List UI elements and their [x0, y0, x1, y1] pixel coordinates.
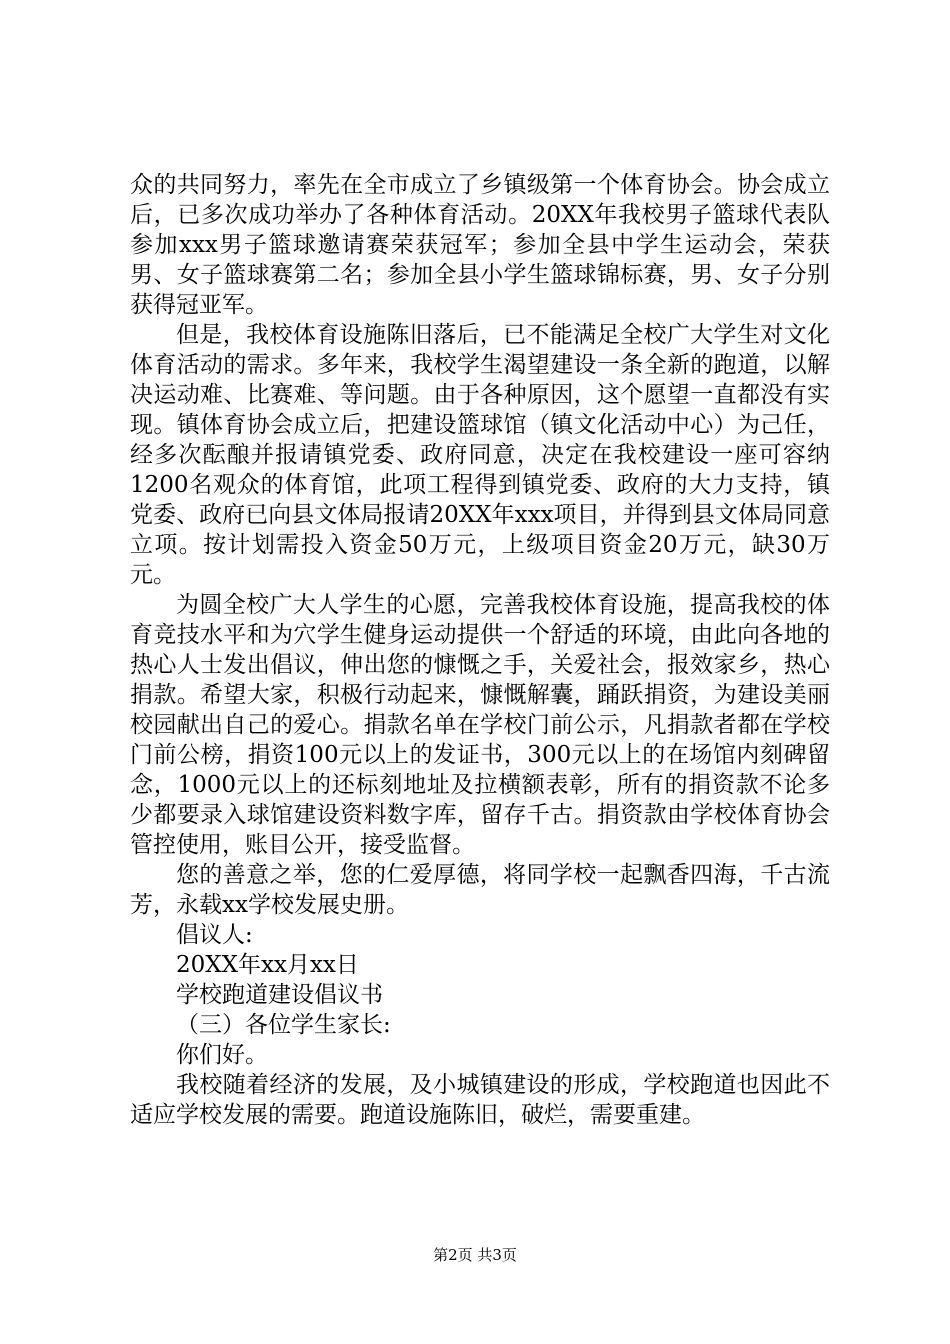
paragraph-facility-needs: 但是，我校体育设施陈旧落后，已不能满足全校广大学生对文化体育活动的需求。多年来，我校学生渴望建设一条全新的跑道，以解决运动难、比赛难、等问题。由于各种原因，这个愿望一直都没有实现。镇体育协会成立后，把建设篮球馆（镇文化活动中心）为己任，经多次酝酿并报请镇党委、政府同意，决定在我校建设一座可容纳1200名观众的体育馆，此项工程得到镇党委、政府的大力支持，镇党委、政府已向县文体局报请20XX年xxx项目，并得到县文体局同意立项。按计划需投入资金50万元，上级项目资金20万元，缺30万元。	[130, 322, 830, 588]
signature-initiator: 倡议人:	[176, 922, 253, 948]
section-title: 学校跑道建设倡议书	[176, 982, 383, 1008]
page-number: 第2页 共3页	[433, 1246, 517, 1264]
paragraph-donation-appeal: 为圆全校广大人学生的心愿，完善我校体育设施，提高我校的体育竞技水平和为穴学生健身运动提供一个舒适的环境，由此向各地的热心人士发出倡议，伸出您的慷慨之手，关爱社会，报效家乡，热心捐款。希望大家，积极行动起来，慷慨解囊，踊跃捐资，为建设美丽校园献出自己的爱心。捐款名单在学校门前公示，凡捐款者都在学校门前公榜，捐资100元以上的发证书，300元以上的在场馆内刻碑留念，1000元以上的还标刻地址及拉横额表彰，所有的捐资款不论多少都要录入球馆建设资料数字库，留存千古。捐资款由学校体育协会管控使用，账目公开，接受监督。	[130, 592, 830, 858]
paragraph-closing: 您的善意之举，您的仁爱厚德，将同学校一起飘香四海，千古流芳，永载xx学校发展史册。	[130, 862, 830, 918]
document-body	[130, 170, 830, 1130]
paragraph-association-achievements: 众的共同努力，率先在全市成立了乡镇级第一个体育协会。协会成立后，已多次成功举办了各种体育活动。20XX年我校男子篮球代表队参加xxx男子篮球邀请赛荣获冠军；参加全县中学生运动会，荣获男、女子篮球赛第二名；参加全县小学生篮球锦标赛，男、女子分别获得冠亚军。	[130, 172, 830, 318]
salutation: （三）各位学生家长:	[176, 1012, 391, 1038]
signature-date: 20XX年xx月xx日	[176, 952, 359, 978]
paragraph-track-rebuild: 我校随着经济的发展，及小城镇建设的形成，学校跑道也因此不适应学校发展的需要。跑道设施陈旧，破烂，需要重建。	[130, 1072, 830, 1128]
greeting: 你们好。	[176, 1042, 268, 1068]
